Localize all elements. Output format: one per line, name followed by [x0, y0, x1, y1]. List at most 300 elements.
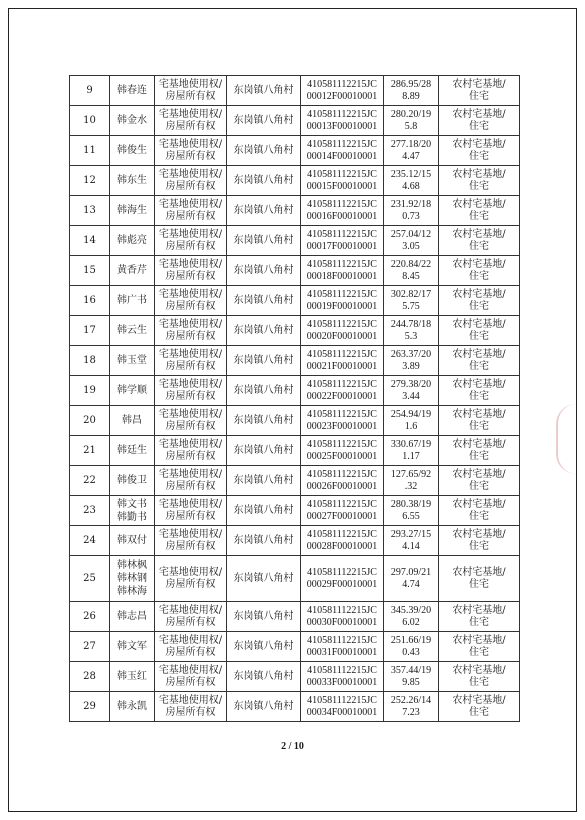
owner-name-cell	[110, 256, 155, 286]
land-use-cell	[439, 436, 520, 466]
owner-name-line: 韩志昌	[117, 611, 147, 622]
area-value-line: 1.17	[402, 450, 420, 462]
right-type-line: 宅基地使用权/	[158, 498, 223, 510]
table-row	[70, 662, 520, 692]
right-type-line: 房屋所有权	[165, 300, 216, 312]
right-type-line: 房屋所有权	[165, 90, 216, 102]
land-use-line: 农村宅基地/	[452, 258, 506, 270]
area-value-line: 302.82/17	[390, 288, 432, 300]
land-use-cell	[439, 286, 520, 316]
location-cell: 东岗镇八角村	[227, 226, 301, 256]
area-value-line: 4.14	[402, 540, 420, 552]
owner-name-line: 韩春连	[117, 85, 147, 96]
location-cell: 东岗镇八角村	[227, 632, 301, 662]
area-value-line: 5.3	[404, 330, 418, 342]
unit-code-line: 410581112215JC	[307, 694, 377, 706]
area-value-line: 3.89	[402, 360, 420, 372]
right-type-line: 宅基地使用权/	[158, 348, 223, 360]
table-row	[70, 196, 520, 226]
owner-name-line: 韩昌	[122, 415, 142, 426]
area-value-line: 8.89	[402, 90, 420, 102]
land-use-cell	[439, 496, 520, 526]
area-value-line: 297.09/21	[390, 566, 432, 578]
right-type-cell	[155, 226, 227, 256]
row-number-cell: 25	[70, 556, 110, 602]
owner-name-cell	[110, 166, 155, 196]
right-type-cell	[155, 76, 227, 106]
land-use-line: 住宅	[469, 706, 489, 718]
table-row	[70, 256, 520, 286]
owner-name-cell	[110, 106, 155, 136]
land-use-cell	[439, 226, 520, 256]
owner-name-line: 韩林钢	[117, 573, 147, 584]
area-value-cell	[384, 526, 439, 556]
owner-name-line: 韩玉红	[117, 671, 147, 682]
right-type-line: 房屋所有权	[165, 360, 216, 372]
unit-code-cell	[301, 406, 384, 436]
land-use-cell	[439, 316, 520, 346]
right-type-cell	[155, 692, 227, 722]
area-value-cell	[384, 346, 439, 376]
area-value-line: 252.26/14	[390, 694, 432, 706]
land-use-cell	[439, 602, 520, 632]
right-type-cell	[155, 346, 227, 376]
unit-code-line: 00027F00010001	[306, 510, 378, 522]
land-use-cell	[439, 556, 520, 602]
unit-code-cell	[301, 346, 384, 376]
land-use-line: 住宅	[469, 180, 489, 192]
unit-code-line: 410581112215JC	[307, 198, 377, 210]
unit-code-line: 410581112215JC	[307, 318, 377, 330]
land-use-line: 农村宅基地/	[452, 348, 506, 360]
owner-name-line: 韩双付	[117, 535, 147, 546]
area-value-cell	[384, 692, 439, 722]
right-type-line: 房屋所有权	[165, 150, 216, 162]
right-type-line: 宅基地使用权/	[158, 634, 223, 646]
land-use-line: 农村宅基地/	[452, 566, 506, 578]
right-type-line: 房屋所有权	[165, 480, 216, 492]
area-value-line: 5.75	[402, 300, 420, 312]
area-value-cell	[384, 136, 439, 166]
area-value-cell	[384, 406, 439, 436]
owner-name-cell	[110, 692, 155, 722]
location-cell: 东岗镇八角村	[227, 136, 301, 166]
area-value-line: 251.66/19	[390, 634, 432, 646]
right-type-line: 宅基地使用权/	[158, 664, 223, 676]
unit-code-cell	[301, 106, 384, 136]
row-number-cell: 26	[70, 602, 110, 632]
unit-code-line: 410581112215JC	[307, 138, 377, 150]
land-use-line: 农村宅基地/	[452, 198, 506, 210]
area-value-line: 279.38/20	[390, 378, 432, 390]
unit-code-line: 00020F00010001	[306, 330, 378, 342]
row-number-cell: 10	[70, 106, 110, 136]
area-value-cell	[384, 196, 439, 226]
owner-name-cell	[110, 602, 155, 632]
area-value-line: 7.23	[402, 706, 420, 718]
area-value-line: 280.20/19	[390, 108, 432, 120]
area-value-cell	[384, 602, 439, 632]
right-type-line: 宅基地使用权/	[158, 198, 223, 210]
right-type-line: 宅基地使用权/	[158, 138, 223, 150]
table-row	[70, 406, 520, 436]
unit-code-line: 00016F00010001	[306, 210, 378, 222]
row-number-cell: 14	[70, 226, 110, 256]
area-value-line: 4.68	[402, 180, 420, 192]
right-type-cell	[155, 106, 227, 136]
table-row	[70, 346, 520, 376]
land-use-line: 住宅	[469, 510, 489, 522]
right-type-line: 宅基地使用权/	[158, 566, 223, 578]
unit-code-line: 00026F00010001	[306, 480, 378, 492]
unit-code-line: 00012F00010001	[306, 90, 378, 102]
area-value-line: 4.47	[402, 150, 420, 162]
owner-name-cell	[110, 226, 155, 256]
area-value-cell	[384, 166, 439, 196]
right-type-cell	[155, 662, 227, 692]
land-use-line: 住宅	[469, 300, 489, 312]
row-number-cell: 15	[70, 256, 110, 286]
right-type-line: 房屋所有权	[165, 540, 216, 552]
table-row	[70, 76, 520, 106]
land-use-cell	[439, 376, 520, 406]
unit-code-cell	[301, 556, 384, 602]
owner-name-cell	[110, 526, 155, 556]
owner-name-line: 韩俊卫	[117, 475, 147, 486]
right-type-line: 房屋所有权	[165, 510, 216, 522]
row-number-cell: 23	[70, 496, 110, 526]
table-row	[70, 632, 520, 662]
area-value-cell	[384, 376, 439, 406]
row-number-cell: 29	[70, 692, 110, 722]
row-number-cell: 27	[70, 632, 110, 662]
right-type-cell	[155, 256, 227, 286]
area-value-line: 357.44/19	[390, 664, 432, 676]
unit-code-cell	[301, 316, 384, 346]
unit-code-line: 410581112215JC	[307, 378, 377, 390]
owner-name-line: 韩学顺	[117, 385, 147, 396]
land-use-cell	[439, 76, 520, 106]
right-type-cell	[155, 436, 227, 466]
unit-code-line: 410581112215JC	[307, 634, 377, 646]
owner-name-cell	[110, 632, 155, 662]
area-value-cell	[384, 466, 439, 496]
owner-name-cell	[110, 316, 155, 346]
land-use-line: 住宅	[469, 616, 489, 628]
unit-code-line: 410581112215JC	[307, 78, 377, 90]
unit-code-line: 410581112215JC	[307, 664, 377, 676]
row-number-cell: 21	[70, 436, 110, 466]
land-use-cell	[439, 346, 520, 376]
unit-code-line: 00034F00010001	[306, 706, 378, 718]
unit-code-cell	[301, 602, 384, 632]
page-number: 2 / 10	[281, 741, 304, 752]
unit-code-line: 00018F00010001	[306, 270, 378, 282]
unit-code-line: 00022F00010001	[306, 390, 378, 402]
unit-code-line: 00013F00010001	[306, 120, 378, 132]
right-type-line: 房屋所有权	[165, 450, 216, 462]
land-use-cell	[439, 136, 520, 166]
land-use-line: 农村宅基地/	[452, 318, 506, 330]
land-use-line: 住宅	[469, 120, 489, 132]
land-use-line: 住宅	[469, 360, 489, 372]
owner-name-cell	[110, 466, 155, 496]
row-number-cell: 22	[70, 466, 110, 496]
right-type-line: 宅基地使用权/	[158, 108, 223, 120]
land-use-line: 农村宅基地/	[452, 694, 506, 706]
unit-code-line: 00028F00010001	[306, 540, 378, 552]
row-number-cell: 20	[70, 406, 110, 436]
right-type-line: 宅基地使用权/	[158, 408, 223, 420]
land-use-line: 农村宅基地/	[452, 528, 506, 540]
right-type-line: 宅基地使用权/	[158, 694, 223, 706]
owner-name-line: 黄香芹	[117, 265, 147, 276]
right-type-line: 房屋所有权	[165, 180, 216, 192]
land-use-cell	[439, 256, 520, 286]
right-type-line: 宅基地使用权/	[158, 78, 223, 90]
table-row	[70, 692, 520, 722]
area-value-line: 286.95/28	[390, 78, 432, 90]
area-value-line: 231.92/18	[390, 198, 432, 210]
area-value-cell	[384, 436, 439, 466]
table-row	[70, 466, 520, 496]
right-type-line: 房屋所有权	[165, 646, 216, 658]
unit-code-cell	[301, 632, 384, 662]
unit-code-line: 00021F00010001	[306, 360, 378, 372]
area-value-line: 220.84/22	[390, 258, 432, 270]
unit-code-cell	[301, 196, 384, 226]
row-number-cell: 17	[70, 316, 110, 346]
land-use-line: 住宅	[469, 420, 489, 432]
area-value-cell	[384, 226, 439, 256]
land-use-line: 农村宅基地/	[452, 168, 506, 180]
unit-code-line: 410581112215JC	[307, 258, 377, 270]
unit-code-line: 410581112215JC	[307, 408, 377, 420]
row-number-cell: 19	[70, 376, 110, 406]
owner-name-line: 韩林海	[117, 586, 147, 597]
land-use-line: 农村宅基地/	[452, 228, 506, 240]
unit-code-line: 00031F00010001	[306, 646, 378, 658]
right-type-cell	[155, 406, 227, 436]
area-value-line: 280.38/19	[390, 498, 432, 510]
area-value-line: 263.37/20	[390, 348, 432, 360]
unit-code-cell	[301, 76, 384, 106]
area-value-line: 254.94/19	[390, 408, 432, 420]
area-value-line: 244.78/18	[390, 318, 432, 330]
land-use-line: 农村宅基地/	[452, 408, 506, 420]
unit-code-cell	[301, 226, 384, 256]
table-row	[70, 136, 520, 166]
area-value-cell	[384, 632, 439, 662]
land-use-line: 住宅	[469, 330, 489, 342]
row-number-cell: 11	[70, 136, 110, 166]
owner-name-cell	[110, 376, 155, 406]
right-type-line: 房屋所有权	[165, 420, 216, 432]
right-type-cell	[155, 376, 227, 406]
location-cell: 东岗镇八角村	[227, 106, 301, 136]
area-value-cell	[384, 106, 439, 136]
row-number-cell: 18	[70, 346, 110, 376]
right-type-cell	[155, 466, 227, 496]
right-type-line: 房屋所有权	[165, 330, 216, 342]
unit-code-line: 00015F00010001	[306, 180, 378, 192]
owner-name-cell	[110, 136, 155, 166]
unit-code-line: 00023F00010001	[306, 420, 378, 432]
right-type-line: 房屋所有权	[165, 706, 216, 718]
land-use-line: 农村宅基地/	[452, 438, 506, 450]
unit-code-line: 410581112215JC	[307, 468, 377, 480]
right-type-cell	[155, 632, 227, 662]
right-type-line: 宅基地使用权/	[158, 318, 223, 330]
table-row	[70, 286, 520, 316]
right-type-line: 宅基地使用权/	[158, 258, 223, 270]
location-cell: 东岗镇八角村	[227, 692, 301, 722]
right-type-line: 宅基地使用权/	[158, 604, 223, 616]
land-use-line: 住宅	[469, 210, 489, 222]
right-type-line: 房屋所有权	[165, 390, 216, 402]
right-type-line: 宅基地使用权/	[158, 228, 223, 240]
right-type-cell	[155, 602, 227, 632]
seal-stamp-edge	[556, 404, 576, 474]
location-cell: 东岗镇八角村	[227, 76, 301, 106]
right-type-line: 房屋所有权	[165, 270, 216, 282]
right-type-line: 房屋所有权	[165, 240, 216, 252]
right-type-cell	[155, 316, 227, 346]
unit-code-line: 410581112215JC	[307, 288, 377, 300]
area-value-line: 277.18/20	[390, 138, 432, 150]
row-number-cell: 9	[70, 76, 110, 106]
location-cell: 东岗镇八角村	[227, 466, 301, 496]
right-type-line: 宅基地使用权/	[158, 378, 223, 390]
right-type-line: 宅基地使用权/	[158, 468, 223, 480]
owner-name-line: 韩林枫	[117, 560, 147, 571]
property-rights-table	[69, 75, 520, 722]
land-use-line: 住宅	[469, 450, 489, 462]
land-use-line: 住宅	[469, 90, 489, 102]
area-value-line: 8.45	[402, 270, 420, 282]
area-value-line: 5.8	[404, 120, 418, 132]
land-use-line: 农村宅基地/	[452, 604, 506, 616]
area-value-line: 3.05	[402, 240, 420, 252]
area-value-line: 293.27/15	[390, 528, 432, 540]
unit-code-cell	[301, 256, 384, 286]
owner-name-line: 韩东生	[117, 175, 147, 186]
area-value-cell	[384, 76, 439, 106]
land-use-cell	[439, 406, 520, 436]
owner-name-cell	[110, 286, 155, 316]
land-use-line: 农村宅基地/	[452, 378, 506, 390]
owner-name-line: 韩永凯	[117, 701, 147, 712]
row-number-cell: 24	[70, 526, 110, 556]
land-use-line: 农村宅基地/	[452, 634, 506, 646]
unit-code-line: 410581112215JC	[307, 528, 377, 540]
location-cell: 东岗镇八角村	[227, 436, 301, 466]
area-value-line: 4.74	[402, 578, 420, 590]
row-number-cell: 28	[70, 662, 110, 692]
location-cell: 东岗镇八角村	[227, 166, 301, 196]
right-type-cell	[155, 556, 227, 602]
unit-code-cell	[301, 286, 384, 316]
land-use-line: 农村宅基地/	[452, 288, 506, 300]
area-value-line: 1.6	[404, 420, 418, 432]
area-value-line: 257.04/12	[390, 228, 432, 240]
area-value-line: 345.39/20	[390, 604, 432, 616]
location-cell: 东岗镇八角村	[227, 346, 301, 376]
right-type-line: 宅基地使用权/	[158, 288, 223, 300]
unit-code-line: 410581112215JC	[307, 438, 377, 450]
land-use-line: 住宅	[469, 480, 489, 492]
owner-name-line: 韩彪亮	[117, 235, 147, 246]
area-value-line: 330.67/19	[390, 438, 432, 450]
owner-name-cell	[110, 436, 155, 466]
land-use-line: 住宅	[469, 540, 489, 552]
location-cell: 东岗镇八角村	[227, 316, 301, 346]
land-use-line: 农村宅基地/	[452, 498, 506, 510]
table-row	[70, 316, 520, 346]
unit-code-line: 410581112215JC	[307, 604, 377, 616]
location-cell: 东岗镇八角村	[227, 286, 301, 316]
owner-name-line: 韩勤书	[117, 511, 147, 523]
right-type-cell	[155, 196, 227, 226]
area-value-line: 3.44	[402, 390, 420, 402]
location-cell: 东岗镇八角村	[227, 662, 301, 692]
unit-code-cell	[301, 496, 384, 526]
unit-code-line: 410581112215JC	[307, 348, 377, 360]
land-use-cell	[439, 662, 520, 692]
land-use-cell	[439, 466, 520, 496]
right-type-cell	[155, 526, 227, 556]
right-type-line: 房屋所有权	[165, 578, 216, 590]
area-value-cell	[384, 496, 439, 526]
table-row	[70, 526, 520, 556]
right-type-cell	[155, 166, 227, 196]
area-value-cell	[384, 286, 439, 316]
owner-name-cell	[110, 76, 155, 106]
owner-name-line: 韩海生	[117, 205, 147, 216]
unit-code-line: 00033F00010001	[306, 676, 378, 688]
area-value-cell	[384, 556, 439, 602]
right-type-line: 宅基地使用权/	[158, 528, 223, 540]
area-value-cell	[384, 316, 439, 346]
land-use-line: 农村宅基地/	[452, 138, 506, 150]
area-value-line: 6.02	[402, 616, 420, 628]
land-use-line: 住宅	[469, 270, 489, 282]
unit-code-line: 410581112215JC	[307, 108, 377, 120]
table-row	[70, 556, 520, 602]
owner-name-cell	[110, 346, 155, 376]
area-value-line: .32	[404, 480, 418, 492]
unit-code-cell	[301, 166, 384, 196]
unit-code-line: 410581112215JC	[307, 228, 377, 240]
land-use-cell	[439, 106, 520, 136]
table-row	[70, 226, 520, 256]
unit-code-cell	[301, 436, 384, 466]
unit-code-cell	[301, 466, 384, 496]
owner-name-cell	[110, 662, 155, 692]
owner-name-line: 韩广书	[117, 295, 147, 306]
unit-code-cell	[301, 526, 384, 556]
right-type-line: 房屋所有权	[165, 120, 216, 132]
row-number-cell: 16	[70, 286, 110, 316]
owner-name-line: 韩玉堂	[117, 355, 147, 366]
right-type-line: 房屋所有权	[165, 676, 216, 688]
owner-name-cell	[110, 196, 155, 226]
land-use-line: 住宅	[469, 578, 489, 590]
table-body	[70, 76, 520, 722]
land-use-cell	[439, 196, 520, 226]
right-type-line: 宅基地使用权/	[158, 438, 223, 450]
right-type-cell	[155, 136, 227, 166]
